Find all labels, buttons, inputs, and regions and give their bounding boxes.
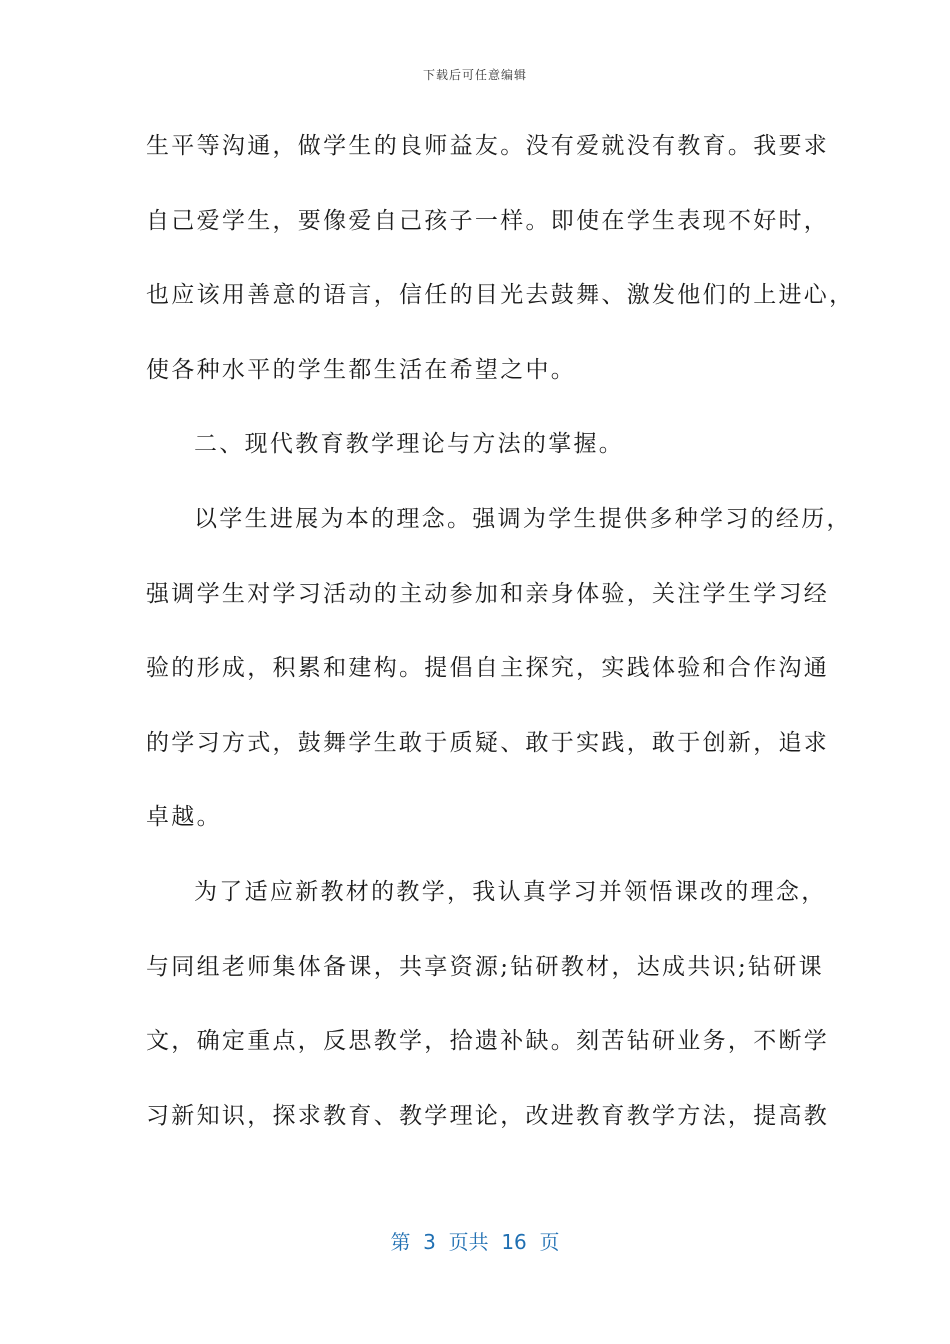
text-line: 习新知识，探求教育、教学理论，改进教育教学方法，提高教 <box>146 1102 830 1129</box>
text-line: 文，确定重点，反思教学，拾遗补缺。刻苦钻研业务，不断学 <box>146 1028 830 1055</box>
page-header: 下载后可任意编辑 <box>422 68 527 82</box>
text-line: 的学习方式，鼓舞学生敢于质疑、敢于实践，敢于创新，追求 <box>146 729 830 756</box>
document-body <box>146 122 855 1166</box>
text-line: 也应该用善意的语言，信任的目光去鼓舞、激发他们的上进心， <box>146 282 855 309</box>
text-line: 自己爱学生，要像爱自己孩子一样。即使在学生表现不好时， <box>146 207 830 234</box>
text-line: 使各种水平的学生都生活在希望之中。 <box>146 356 577 383</box>
section-heading: 二、现代教育教学理论与方法的掌握。 <box>194 431 625 458</box>
text-line: 为了适应新教材的教学，我认真学习并领悟课改的理念， <box>194 878 827 905</box>
text-line: 与同组老师集体备课，共享资源;钻研教材，达成共识;钻研课 <box>146 953 824 980</box>
text-line: 验的形成，积累和建构。提倡自主探究，实践体验和合作沟通 <box>146 655 830 682</box>
text-line: 以学生进展为本的理念。强调为学生提供多种学习的经历， <box>194 505 852 532</box>
page-number: 第 3 页共 16 页 <box>390 1230 560 1254</box>
text-line: 卓越。 <box>146 804 222 831</box>
text-line: 生平等沟通，做学生的良师益友。没有爱就没有教育。我要求 <box>146 133 830 159</box>
text-line: 强调学生对学习活动的主动参加和亲身体验，关注学生学习经 <box>146 580 830 607</box>
